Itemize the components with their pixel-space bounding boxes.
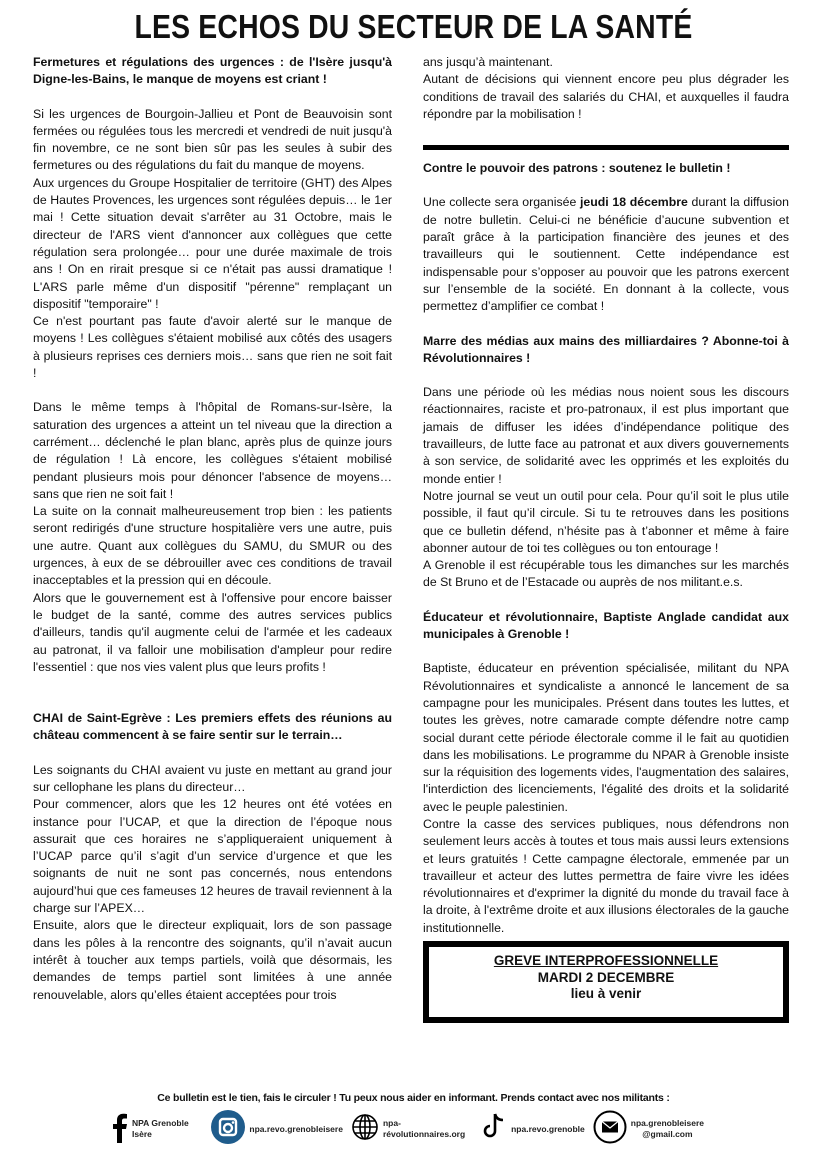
article-paragraph: ans jusqu’à maintenant.: [423, 55, 553, 69]
article-paragraph: Baptiste, éducateur en prévention spécialisée, militant du NPA Révolutionnaires et syndicaliste a annoncé le lancement de sa campagne pour les municipales. Présent dans toutes les luttes, et toutes les grèves, notre camarade compte défendre notre camp social durant cette période électorale comme il le fait au quotidien dans les mobilisations. Le programme du NPAR à Grenoble insiste sur la réquisition des logements vides, l'augmentation des salaires, l'interdiction des licenciements, l'égalité des droits et la solidarité avec le peuple palestinien.: [423, 661, 789, 814]
collect-date: jeudi 18 décembre: [579, 195, 688, 210]
article-paragraph: Notre journal se veut un outil pour cela. Pour qu’il soit le plus utile possible, il faut qu’il circule. Si tu te retrouves dans les positions que ce bulletin défend, n’hésite pas à t’abonner et même à faire abonner autour de toi tes collègues ou ton entourage !: [423, 488, 789, 555]
article-paragraph: Ensuite, alors que le directeur expliquait, lors de son passage dans les pôles à la rencontre des soignants, qu’il n’avait aucun intérêt à toucher aux temps partiels, voilà que désormais, les demandes de temps partiel sont limitées à une année renouvelable, alors qu’elles étaient acceptées pour trois: [33, 918, 392, 1002]
strike-date: MARDI 2 DECEMBRE: [537, 969, 675, 985]
article-heading: Contre le pouvoir des patrons : soutenez le bulletin !: [423, 161, 731, 176]
article-chai-continued: [423, 54, 789, 123]
left-column: [33, 54, 392, 1004]
text: durant la diffusion de notre bulletin. Celui-ci ne bénéficie d’aucune subvention et paraît grâce à la participation financière des jeunes et des travailleurs qui le soutiennent. Cette indépendance est indispensable pour s’opposer au pouvoir que les patrons exercent sur l’ensemble de la société. En donnant à la collecte, vous permettez d’amplifier ce combat !: [423, 195, 789, 314]
social-label: npa.revo.grenobleisere: [249, 1123, 343, 1134]
article-heading: Fermetures et régulations des urgences : de l'Isère jusqu'à Digne-les-Bains, le manque de moyens est criant !: [33, 55, 392, 87]
article-paragraph: A Grenoble il est récupérable tous les dimanches sur les marchés de St Bruno et de l’Estacade ou auprès de nos militant.e.s.: [423, 558, 789, 590]
social-label: npa.revo.grenoble: [511, 1123, 585, 1134]
article-paragraph: La suite on la connait malheureusement trop bien : les patients seront redirigés d'une structure hospitalière vers une autre, puis une autre. Quant aux collègues du SAMU, du SMUR ou des urgences, à eux de se débrouiller avec ces conditions de travail inacceptables et la pression qui en découle.: [33, 504, 392, 588]
article-heading: CHAI de Saint-Egrève : Les premiers effets des réunions au château commencent à se faire sentir sur le terrain…: [33, 711, 392, 743]
article-heading: Marre des médias aux mains des milliardaires ? Abonne-toi à Révolutionnaires !: [423, 333, 789, 365]
facebook-icon: [112, 1111, 128, 1148]
email-domain: @gmail.com: [642, 1129, 693, 1139]
strike-title: GREVE INTERPROFESSIONNELLE: [493, 953, 719, 969]
article-paragraph: Aux urgences du Groupe Hospitalier de territoire (GHT) des Alpes de Hautes Provences, les urgences sont régulées depuis… le 1er mai ! Cette situation devait s'arrêter au 31 Octobre, mais le directeur de l'ARS vient d'annoncer aux collègues que cette régulation sera prolongée… pour une durée maximale de trois ans ! On en rirait presque si ce n'était pas aussi dramatique ! L'ARS parle même d'un dispositif "pérenne" remplaçant un dispositif "temporaire" !: [33, 175, 392, 311]
instagram-icon: [211, 1110, 245, 1149]
article-paragraph: Contre la casse des services publiques, nous défendrons non seulement leurs accès à toutes et tous mais aussi leurs extensions et leurs gratuités ! Cette campagne électorale, emmenée par un travailleur et acteur des luttes permettra de faire vivre les idées révolutionnaires et d'exprimer la dignité du monde du travail face à la droite, à l'extrême droite et aux illusions électorales de la gauche institutionnelle.: [423, 816, 789, 935]
social-label: [631, 1118, 704, 1140]
article-paragraph: Ce n'est pourtant pas faute d'avoir alerté sur le manque de moyens ! Les collègues s'étaient mobilisé aux côtés des usagers à plusieurs reprises ces derniers mois… sans que rien ne soit fait !: [33, 314, 392, 381]
globe-icon: [351, 1113, 379, 1146]
social-facebook[interactable]: [112, 1111, 203, 1148]
social-email[interactable]: [593, 1110, 704, 1149]
article-chai: [33, 710, 392, 1004]
email-user: npa.grenobleisere: [630, 1118, 704, 1128]
page-title: LES ECHOS DU SECTEUR DE LA SANTÉ: [134, 8, 693, 45]
social-links: [112, 1108, 712, 1150]
article-paragraph: Pour commencer, alors que les 12 heures ont été votées en instance pour l’UCAP, et que la direction de l’époque nous assurait que ces horaires ne s’appliqueraient uniquement à l’UCAP parce qu’il s’agit d’un service d’urgence et que les soignants de nuit ne sont pas concernés, nous entendons aujourd’hui que ces fameuses 12 heures de travail reviennent à la charge sur l’APEX…: [33, 797, 392, 916]
right-column: [423, 54, 789, 1023]
article-paragraph: Si les urgences de Bourgoin-Jallieu et Pont de Beauvoisin sont fermées ou régulées tous les mercredi et vendredi de nuit jusqu'à fin novembre, ce ne sont bien sûr pas les seules à subir des fermetures ou des régulations du fait du manque de moyens.: [33, 106, 392, 173]
strike-location: lieu à venir: [570, 986, 642, 1002]
article-paragraph: [423, 194, 789, 315]
social-website[interactable]: [351, 1113, 473, 1146]
tiktok-icon: [481, 1112, 507, 1147]
article-paragraph: Autant de décisions qui viennent encore peu plus dégrader les conditions de travail des salariés du CHAI, et auxquelles il faudra répondre par la mobilisation !: [423, 72, 789, 121]
article-subscribe: [423, 333, 789, 592]
email-icon: [593, 1110, 627, 1149]
social-tiktok[interactable]: [481, 1112, 585, 1147]
article-paragraph: Alors que le gouvernement est à l'offensive pour encore baisser le budget de la santé, comme des autres services publics d'ailleurs, tandis qu'il augmente celui de l'armée et les cadeaux au patronat, il va falloir une mobilisation d'ampleur pour redire l'essentiel : que nos vies valent plus que leurs profits !: [33, 590, 392, 674]
footer-contact-text: Ce bulletin est le tien, fais le circuler ! Tu peux nous aider en informant. Prends contact avec nos militants :: [157, 1092, 670, 1104]
article-urgences: [33, 54, 392, 676]
article-paragraph: Les soignants du CHAI avaient vu juste en mettant au grand jour sur cellophane les plans du directeur…: [33, 762, 392, 794]
article-heading: Éducateur et révolutionnaire, Baptiste Anglade candidat aux municipales à Grenoble !: [423, 609, 789, 642]
article-paragraph: Dans le même temps à l'hôpital de Romans-sur-Isère, la saturation des urgences a atteint un tel niveau que la direction a carrément… déclenché le plan blanc, après plus de quinze jours de régulation ! Là encore, les collègues s'étaient mobilisé pendant plusieurs mois pour dénoncer l'absence de moyens… sans que rien ne soit fait !: [33, 400, 392, 501]
article-paragraph: Dans une période où les médias nous noient sous les discours réactionnaires, raciste et pro-patronaux, il est plus important que jamais de diffuser les idées d’indépendance politique des travailleurs, de lutte face au patronat et aux divers gouvernements à son service, de solidarité avec les opprimés et les exploités du monde entier !: [423, 385, 789, 486]
text: Une collecte sera organisée: [423, 195, 580, 210]
social-label: NPA Grenoble Isère: [132, 1118, 189, 1139]
social-instagram[interactable]: [211, 1110, 343, 1149]
article-candidate: [423, 609, 789, 937]
social-label: npa-révolutionnaires.org: [382, 1118, 466, 1139]
strike-announcement-box: [423, 941, 789, 1023]
article-bulletin-support: [423, 160, 789, 315]
